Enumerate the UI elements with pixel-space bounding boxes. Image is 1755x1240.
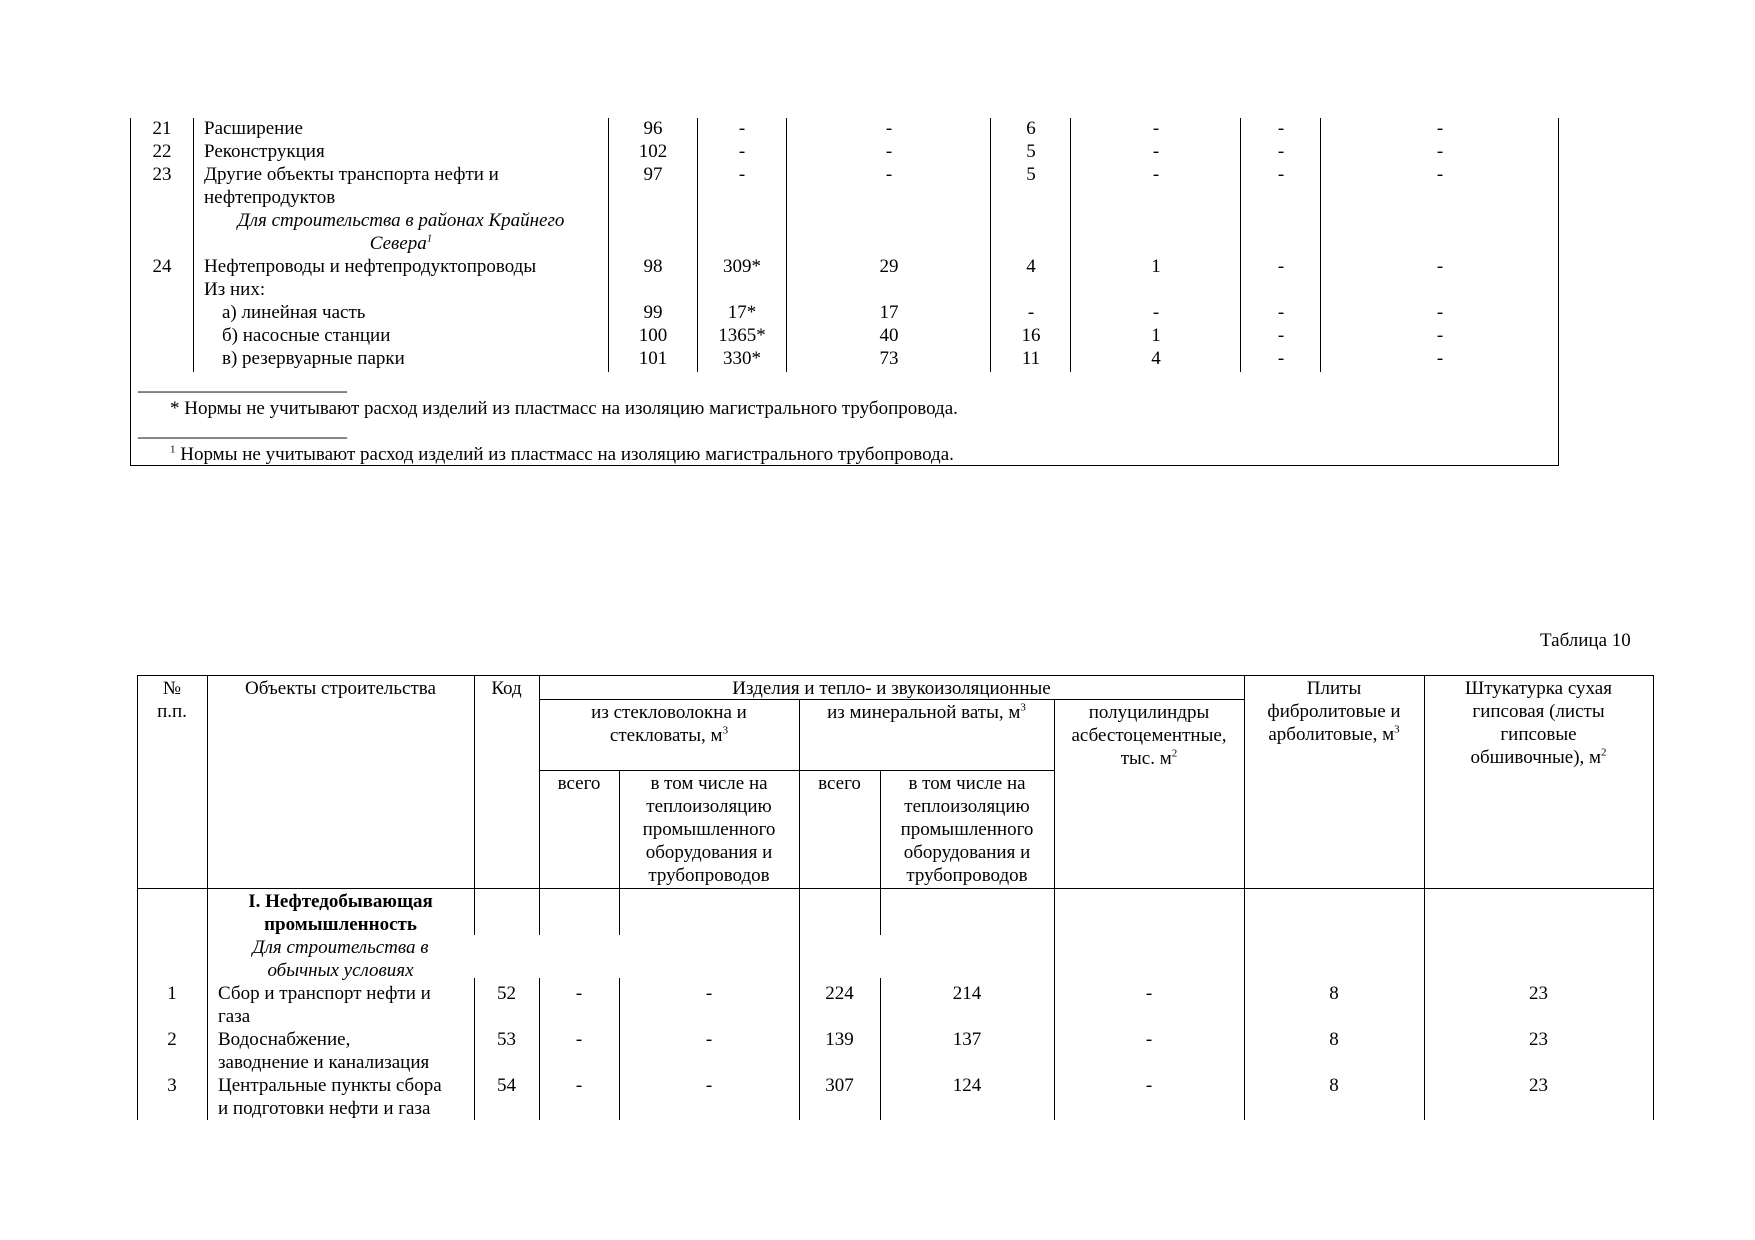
cell: -: [1436, 325, 1444, 346]
header-including-line: оборудования и: [645, 842, 773, 863]
cell: 224: [825, 983, 854, 1004]
header-num-line: №: [162, 678, 182, 699]
cell: -: [738, 141, 746, 162]
upper-col-divider: [1320, 118, 1321, 372]
cell: -: [1436, 164, 1444, 185]
cell: -: [705, 1029, 713, 1050]
cell: -: [1436, 118, 1444, 139]
header-fibro-line: Плиты: [1306, 678, 1362, 699]
upper-border-right: [1558, 118, 1559, 466]
row-name-line: Центральные пункты сбора: [218, 1075, 442, 1096]
cell: -: [1152, 141, 1160, 162]
header-plaster-line: гипсовая (листы: [1472, 701, 1605, 722]
row-name-line: заводнение и канализация: [218, 1052, 430, 1073]
cell: 6: [1026, 118, 1036, 139]
lower-col-divider: [474, 978, 475, 1120]
footnote-mark: 1: [170, 443, 176, 456]
cell: 23: [1529, 1029, 1548, 1050]
cell: -: [1152, 118, 1160, 139]
cell: -: [1436, 256, 1444, 277]
footnote-text: Нормы не учитывают расход изделий из пластмасс на изоляцию магистрального трубопровода.: [180, 444, 954, 465]
cell: -: [1277, 325, 1285, 346]
cell: -: [885, 164, 893, 185]
row-name: Нефтепроводы и нефтепродуктопроводы: [204, 256, 537, 277]
cell: 8: [1329, 1075, 1339, 1096]
cell: 11: [1021, 348, 1041, 369]
cell: 40: [879, 325, 899, 346]
row-number: 2: [167, 1029, 177, 1050]
cell: 8: [1329, 983, 1339, 1004]
row-number: 23: [152, 164, 172, 185]
cell: -: [575, 1075, 583, 1096]
unit-superscript: 3: [722, 724, 729, 737]
row-code: 98: [643, 256, 663, 277]
header-plaster-text: обшивочные), м: [1470, 747, 1602, 768]
header-glass: [541, 701, 797, 747]
header-including-line: трубопроводов: [648, 865, 770, 886]
cell: 17: [879, 302, 899, 323]
header-code: Код: [491, 678, 522, 699]
row-code: 100: [638, 325, 668, 346]
row-code: 52: [497, 983, 516, 1004]
cell: 124: [952, 1075, 982, 1096]
section-subheading-line: обычных условиях: [267, 960, 414, 981]
header-including-line: в том числе на: [908, 773, 1026, 794]
cell: -: [1436, 302, 1444, 323]
upper-col-divider: [786, 118, 787, 372]
section-subheading: [209, 936, 472, 982]
cell: 23: [1529, 1075, 1548, 1096]
cell: -: [885, 141, 893, 162]
cell: 5: [1026, 141, 1036, 162]
row-name-line: и подготовки нефти и газа: [218, 1098, 431, 1119]
row-name: в) резервуарные парки: [222, 348, 405, 369]
row-name: [218, 1074, 442, 1120]
lower-border-right: [1653, 675, 1654, 1120]
lower-col-divider: [880, 770, 881, 935]
header-total: всего: [557, 773, 601, 794]
cell: -: [1277, 164, 1285, 185]
cell: -: [1027, 302, 1035, 323]
lower-col-divider: [207, 675, 208, 1120]
section-subheading-line: Для строительства в: [252, 937, 429, 958]
section-subheading: Для строительства в районах Крайнего: [237, 210, 565, 231]
header-objects: Объекты строительства: [245, 678, 436, 699]
cell: 214: [952, 983, 982, 1004]
cell: 73: [879, 348, 899, 369]
cell: -: [1277, 348, 1285, 369]
cell: 330*: [723, 348, 761, 369]
cell: -: [885, 118, 893, 139]
lower-border-left: [137, 675, 138, 1120]
lower-col-divider: [1424, 675, 1425, 1120]
footnote-separator: ______________________: [138, 420, 347, 441]
header-halfcyl-line: полуцилиндры: [1088, 702, 1210, 723]
row-name-line: Водоснабжение,: [218, 1029, 351, 1050]
header-including-line: теплоизоляцию: [904, 796, 1030, 817]
header-including-line: промышленного: [900, 819, 1034, 840]
lower-subgroup-underline: [539, 770, 1054, 771]
row-name: б) насосные станции: [222, 325, 391, 346]
upper-col-divider: [1070, 118, 1071, 372]
cell: -: [1145, 1075, 1153, 1096]
cell: 307: [825, 1075, 854, 1096]
cell: -: [705, 983, 713, 1004]
section-subheading-text: Севера: [369, 233, 427, 254]
header-glass-line: из стекловолокна и: [591, 702, 747, 723]
cell: -: [1152, 302, 1160, 323]
row-code: 101: [638, 348, 668, 369]
row-code: 102: [638, 141, 668, 162]
row-name: [218, 1028, 429, 1074]
row-name: Реконструкция: [204, 141, 325, 162]
section-heading-line: I. Нефтедобывающая: [248, 891, 433, 912]
cell: -: [1277, 141, 1285, 162]
section-heading-line: промышленность: [264, 914, 417, 935]
header-plaster-line: гипсовые: [1500, 724, 1577, 745]
upper-col-divider: [990, 118, 991, 372]
header-num-line: п.п.: [157, 701, 187, 722]
row-number: 21: [152, 118, 172, 139]
cell: -: [1436, 141, 1444, 162]
header-plaster: [1426, 677, 1651, 769]
lower-border-top: [137, 675, 1653, 676]
cell: -: [575, 1029, 583, 1050]
table-caption: Таблица 10: [1540, 630, 1631, 651]
cell: 1: [1151, 256, 1161, 277]
header-glass-text: стекловаты, м: [609, 725, 723, 746]
row-code: 96: [643, 118, 663, 139]
header-halfcyl-line: асбестоцементные,: [1071, 725, 1227, 746]
cell: 16: [1021, 325, 1041, 346]
cell: 17*: [727, 302, 757, 323]
row-name: Расширение: [204, 118, 303, 139]
header-fibro: [1246, 677, 1422, 746]
header-including: [621, 772, 797, 887]
row-name-line: газа: [218, 1006, 251, 1027]
footnote-one: [170, 444, 954, 466]
cell: 137: [952, 1029, 982, 1050]
cell: 8: [1329, 1029, 1339, 1050]
row-name-cont: нефтепродуктов: [204, 187, 336, 208]
cell: -: [738, 118, 746, 139]
cell: -: [1436, 348, 1444, 369]
row-name: [218, 982, 431, 1028]
header-group: Изделия и тепло- и звукоизоляционные: [732, 678, 1051, 699]
lower-col-divider: [1244, 675, 1245, 1120]
header-halfcyl-line: [1056, 747, 1242, 770]
header-including-line: теплоизоляцию: [646, 796, 772, 817]
section-heading: [209, 890, 472, 936]
row-name-line: Сбор и транспорт нефти и: [218, 983, 431, 1004]
cell: 139: [825, 1029, 854, 1050]
lower-col-divider: [539, 675, 540, 935]
unit-superscript: 3: [1020, 701, 1026, 714]
unit-superscript: 2: [1171, 747, 1178, 760]
header-including-line: трубопроводов: [906, 865, 1028, 886]
row-number: 24: [152, 256, 172, 277]
lower-col-divider: [799, 699, 800, 1120]
unit-superscript: 2: [1601, 746, 1607, 759]
footnote-ref: 1: [426, 232, 433, 245]
header-including-line: промышленного: [642, 819, 776, 840]
upper-col-divider: [193, 118, 194, 372]
cell: -: [738, 164, 746, 185]
header-fibro-text: арболитовые, м: [1268, 724, 1395, 745]
lower-col-divider: [619, 770, 620, 935]
cell: 1365*: [718, 325, 766, 346]
header-plaster-line: [1426, 746, 1651, 769]
section-subheading-cont: [196, 233, 606, 255]
row-name: а) линейная часть: [222, 302, 366, 323]
cell: 23: [1529, 983, 1548, 1004]
row-code: 53: [497, 1029, 516, 1050]
lower-col-divider: [619, 978, 620, 1120]
header-halfcyl-text: тыс. м: [1120, 748, 1172, 769]
cell: 29: [879, 256, 899, 277]
cell: -: [575, 983, 583, 1004]
header-glass-line: [541, 724, 797, 747]
lower-header-bottom: [137, 888, 1653, 889]
header-fibro-line: [1246, 723, 1422, 746]
header-including-line: в том числе на: [650, 773, 768, 794]
header-including: [882, 772, 1052, 887]
upper-border-left: [130, 118, 131, 466]
header-mineral: [801, 701, 1052, 724]
row-code: 54: [497, 1075, 516, 1096]
row-number: 1: [167, 983, 177, 1004]
cell: 309*: [723, 256, 761, 277]
header-halfcyl: [1056, 701, 1242, 770]
header-total: всего: [818, 773, 861, 794]
cell: -: [1277, 118, 1285, 139]
footnote-star: * Нормы не учитывают расход изделий из пластмасс на изоляцию магистрального трубопровода.: [170, 398, 958, 419]
unit-superscript: 3: [1394, 723, 1400, 736]
row-number: 3: [167, 1075, 177, 1096]
header-num: [139, 677, 205, 723]
footnote-separator: ______________________: [138, 374, 347, 395]
of-them-label: Из них:: [204, 279, 266, 300]
lower-col-divider: [474, 675, 475, 935]
header-fibro-line: фибролитовые и: [1267, 701, 1401, 722]
row-number: 22: [152, 141, 172, 162]
cell: 1: [1151, 325, 1161, 346]
upper-col-divider: [1240, 118, 1241, 372]
upper-col-divider: [697, 118, 698, 372]
cell: -: [705, 1075, 713, 1096]
header-including-line: оборудования и: [903, 842, 1031, 863]
cell: -: [1145, 983, 1153, 1004]
header-plaster-line: Штукатурка сухая: [1465, 678, 1612, 699]
row-name: Другие объекты транспорта нефти и: [204, 164, 499, 185]
cell: 4: [1026, 256, 1036, 277]
cell: -: [1277, 302, 1285, 323]
cell: 4: [1151, 348, 1161, 369]
lower-col-divider: [539, 978, 540, 1120]
cell: -: [1145, 1029, 1153, 1050]
row-code: 97: [643, 164, 663, 185]
lower-col-divider: [880, 978, 881, 1120]
header-mineral-text: из минеральной ваты, м: [827, 702, 1021, 723]
cell: 5: [1026, 164, 1036, 185]
lower-col-divider: [1054, 699, 1055, 1120]
cell: -: [1277, 256, 1285, 277]
cell: -: [1152, 164, 1160, 185]
upper-col-divider: [608, 118, 609, 372]
row-code: 99: [643, 302, 663, 323]
